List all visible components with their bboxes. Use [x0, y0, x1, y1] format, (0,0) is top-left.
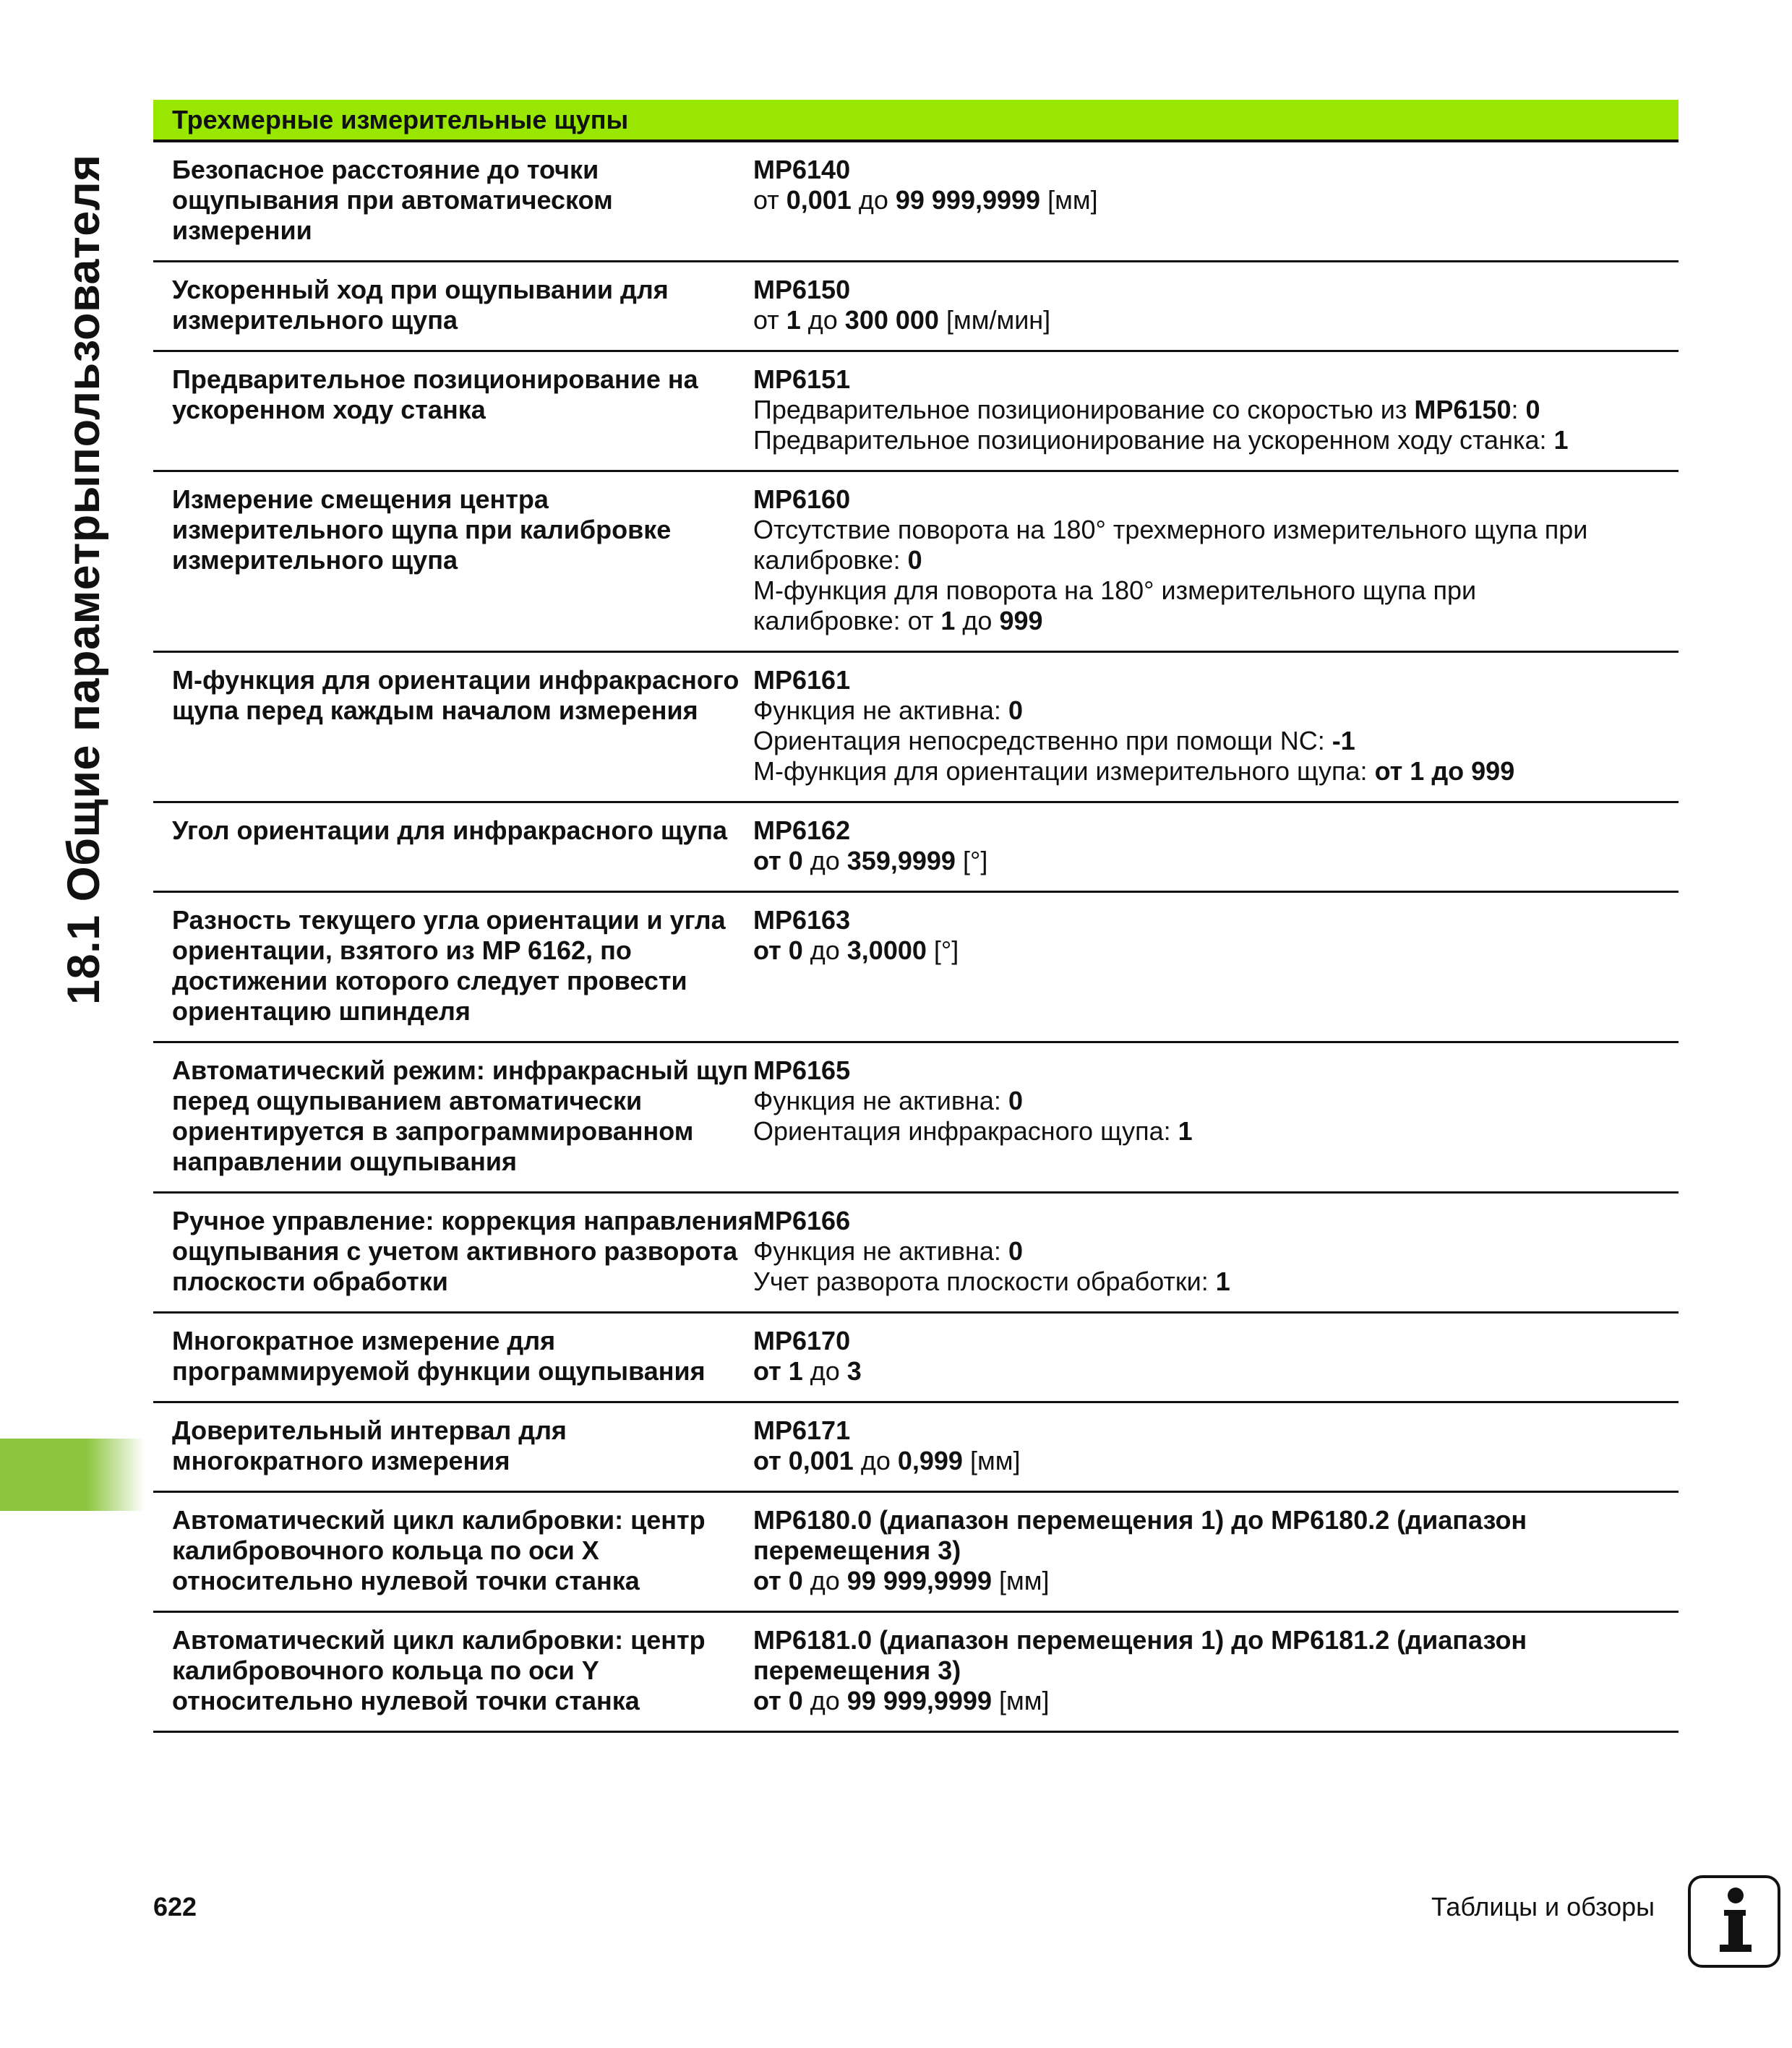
parameter-value-line — [753, 1686, 1679, 1716]
table-row — [153, 352, 1679, 472]
value-bold-segment: MP6163 — [753, 905, 851, 935]
value-bold-segment: от 0,001 — [753, 1446, 854, 1475]
value-text-segment: Функция не активна: — [753, 695, 1008, 725]
value-bold-segment: 1 — [1215, 1267, 1230, 1296]
parameter-values — [753, 1415, 1679, 1476]
parameter-value-line — [753, 515, 1679, 545]
value-bold-segment: 99 999,9999 — [895, 185, 1041, 215]
parameter-value-line — [753, 905, 1679, 935]
value-bold-segment: MP6181.0 (диапазон перемещения 1) до MP6181.2 (диапазон — [753, 1625, 1527, 1655]
parameter-description: Предварительное позиционирование на ускоренном ходу станка — [172, 364, 698, 424]
parameter-value-line — [753, 846, 1679, 876]
table-row — [153, 1403, 1679, 1493]
value-bold-segment: MP6151 — [753, 364, 851, 394]
parameter-values — [753, 1326, 1679, 1387]
value-text-segment: [мм] — [962, 1446, 1021, 1475]
value-bold-segment: перемещения 3) — [753, 1535, 961, 1565]
table-row — [153, 142, 1679, 262]
value-bold-segment: 0 — [907, 545, 922, 575]
value-text-segment: Предварительное позиционирование со скоростью из — [753, 395, 1415, 424]
parameter-value-line — [753, 395, 1679, 425]
value-text-segment: М-функция для поворота на 180° измерительного щупа при — [753, 575, 1477, 605]
value-bold-segment: MP6140 — [753, 155, 851, 184]
value-bold-segment: 3,0000 — [846, 935, 927, 965]
value-bold-segment: 300 000 — [844, 305, 939, 335]
value-bold-segment: 0,999 — [897, 1446, 963, 1475]
value-bold-segment: 99 999,9999 — [846, 1686, 992, 1715]
value-bold-segment: 0 — [1008, 695, 1023, 725]
value-bold-segment: 3 — [846, 1356, 862, 1386]
value-bold-segment: от 1 до 999 — [1374, 756, 1515, 786]
value-text-segment: до — [853, 1446, 898, 1475]
parameter-value-line — [753, 364, 1679, 395]
value-text-segment: : — [1511, 395, 1526, 424]
value-bold-segment: 1 — [1553, 425, 1569, 455]
value-text-segment: [мм/мин] — [938, 305, 1051, 335]
table-row — [153, 1043, 1679, 1194]
parameter-values — [753, 1505, 1679, 1596]
value-text-segment: [°] — [926, 935, 959, 965]
chapter-side-title: 18.1 Общие параметрыпользователя — [59, 154, 109, 1005]
parameter-description: Измерение смещения центра измерительного щупа при калибровке измерительного щупа — [172, 484, 672, 575]
value-text-segment: до — [802, 1356, 847, 1386]
value-text-segment: [мм] — [991, 1686, 1050, 1715]
parameter-description: Разность текущего угла ориентации и угла ориентации, взятого из MP 6162, по достижении которого следует провести ориентацию шпинделя — [172, 905, 726, 1026]
value-bold-segment: от 0 — [753, 1566, 803, 1595]
parameter-description: Безопасное расстояние до точки ощупывания при автоматическом измерении — [172, 155, 613, 245]
value-bold-segment: 0 — [1525, 395, 1540, 424]
parameter-description: М-функция для ориентации инфракрасного щупа перед каждым началом измерения — [172, 665, 739, 725]
value-text-segment: М-функция для ориентации измерительного щупа: — [753, 756, 1375, 786]
parameter-values — [753, 364, 1679, 455]
value-text-segment: до — [802, 935, 847, 965]
value-text-segment: до — [955, 606, 1000, 635]
value-text-segment: до — [802, 1566, 847, 1595]
value-bold-segment: 0,001 — [786, 185, 852, 215]
parameter-value-line — [753, 606, 1679, 636]
parameter-description: Угол ориентации для инфракрасного щупа — [172, 815, 728, 845]
value-bold-segment: MP6165 — [753, 1055, 851, 1085]
value-bold-segment: MP6170 — [753, 1326, 851, 1355]
parameter-value-line — [753, 756, 1679, 787]
parameter-value-line — [753, 575, 1679, 606]
parameter-value-line — [753, 305, 1679, 335]
value-text-segment: [мм] — [991, 1566, 1050, 1595]
value-text-segment: Отсутствие поворота на 180° трехмерного измерительного щупа при — [753, 515, 1588, 544]
value-text-segment: до — [802, 846, 847, 875]
info-icon[interactable] — [1688, 1875, 1780, 1968]
value-bold-segment: от 1 — [753, 1356, 803, 1386]
table-row — [153, 1613, 1679, 1733]
parameter-description: Доверительный интервал для многократного измерения — [172, 1415, 567, 1475]
table-row — [153, 1314, 1679, 1403]
parameter-values — [753, 815, 1679, 876]
parameter-values — [753, 275, 1679, 335]
value-bold-segment: -1 — [1332, 726, 1355, 755]
value-bold-segment: MP6160 — [753, 484, 851, 514]
parameter-value-line — [753, 665, 1679, 695]
value-bold-segment: MP6166 — [753, 1206, 851, 1235]
parameter-description: Автоматический цикл калибровки: центр калибровочного кольца по оси Y относительно нулевой точки станка — [172, 1625, 706, 1715]
value-text-segment: до — [800, 305, 845, 335]
parameter-value-line — [753, 1267, 1679, 1297]
value-text-segment: до — [851, 185, 896, 215]
value-text-segment: Учет разворота плоскости обработки: — [753, 1267, 1216, 1296]
parameter-description: Ручное управление: коррекция направления ощупывания с учетом активного разворота плоскости обработки — [172, 1206, 753, 1296]
page-number: 622 — [153, 1892, 197, 1921]
parameter-value-line — [753, 726, 1679, 756]
parameter-description: Автоматический цикл калибровки: центр калибровочного кольца по оси X относительно нулевой точки станка — [172, 1505, 706, 1595]
value-bold-segment: перемещения 3) — [753, 1655, 961, 1685]
parameter-description: Автоматический режим: инфракрасный щуп перед ощупыванием автоматически ориентируется в запрограммированном направлении ощупывания — [172, 1055, 749, 1176]
parameter-value-line — [753, 1116, 1679, 1147]
value-text-segment: Функция не активна: — [753, 1086, 1008, 1115]
value-bold-segment: MP6161 — [753, 665, 851, 695]
value-text-segment: Функция не активна: — [753, 1236, 1008, 1266]
parameter-value-line — [753, 484, 1679, 515]
value-bold-segment: 1 — [940, 606, 956, 635]
parameter-value-line — [753, 1055, 1679, 1086]
value-bold-segment: от 0 — [753, 846, 803, 875]
parameter-value-line — [753, 935, 1679, 966]
parameter-value-line — [753, 1206, 1679, 1236]
parameter-value-line — [753, 1655, 1679, 1686]
value-text-segment: Предварительное позиционирование на ускоренном ходу станка: — [753, 425, 1554, 455]
parameter-value-line — [753, 1446, 1679, 1476]
parameter-values — [753, 155, 1679, 246]
table-row — [153, 1493, 1679, 1613]
value-bold-segment: от 0 — [753, 1686, 803, 1715]
value-text-segment: калибровке: — [753, 545, 908, 575]
parameter-value-line — [753, 1326, 1679, 1356]
parameter-description: Многократное измерение для программируемой функции ощупывания — [172, 1326, 706, 1386]
parameter-value-line — [753, 1236, 1679, 1267]
parameter-values — [753, 1625, 1679, 1716]
value-bold-segment: 99 999,9999 — [846, 1566, 992, 1595]
table-row — [153, 262, 1679, 352]
value-bold-segment: MP6150 — [753, 275, 851, 304]
parameter-value-line — [753, 155, 1679, 185]
value-bold-segment: 1 — [1178, 1116, 1193, 1146]
value-bold-segment: MP6171 — [753, 1415, 851, 1445]
parameter-value-line — [753, 1625, 1679, 1655]
value-text-segment: калибровке: от — [753, 606, 941, 635]
value-bold-segment: 359,9999 — [846, 846, 956, 875]
parameter-value-line — [753, 275, 1679, 305]
value-text-segment: Ориентация инфракрасного щупа: — [753, 1116, 1178, 1146]
parameter-values — [753, 1055, 1679, 1177]
footer-section-title: Таблицы и обзоры — [1431, 1892, 1655, 1921]
value-bold-segment: 0 — [1008, 1236, 1023, 1266]
parameter-values — [753, 1206, 1679, 1297]
value-bold-segment: 1 — [786, 305, 801, 335]
table-row — [153, 893, 1679, 1043]
info-glyph-icon — [1705, 1885, 1763, 1958]
parameter-value-line — [753, 1415, 1679, 1446]
table-row — [153, 653, 1679, 803]
parameter-values — [753, 665, 1679, 787]
parameter-value-line — [753, 425, 1679, 455]
table-row — [153, 472, 1679, 653]
value-bold-segment: 0 — [1008, 1086, 1023, 1115]
value-text-segment: от — [753, 185, 786, 215]
parameter-value-line — [753, 185, 1679, 215]
value-text-segment: Ориентация непосредственно при помощи NC: — [753, 726, 1332, 755]
parameter-value-line — [753, 815, 1679, 846]
table-header-title: Трехмерные измерительные щупы — [172, 104, 629, 134]
parameter-description: Ускоренный ход при ощупывании для измерительного щупа — [172, 275, 669, 335]
parameter-value-line — [753, 545, 1679, 575]
parameter-value-line — [753, 695, 1679, 726]
parameter-value-line — [753, 1356, 1679, 1387]
parameter-values — [753, 905, 1679, 1027]
parameter-table — [153, 100, 1679, 1733]
value-bold-segment: MP6180.0 (диапазон перемещения 1) до MP6180.2 (диапазон — [753, 1505, 1527, 1535]
parameter-value-line — [753, 1566, 1679, 1596]
parameter-value-line — [753, 1086, 1679, 1116]
value-text-segment: до — [802, 1686, 847, 1715]
table-row — [153, 803, 1679, 893]
table-header — [153, 100, 1679, 142]
value-text-segment: [мм] — [1040, 185, 1098, 215]
chapter-tab-marker — [0, 1439, 145, 1511]
table-body — [153, 142, 1679, 1733]
parameter-values — [753, 484, 1679, 636]
parameter-value-line — [753, 1505, 1679, 1535]
parameter-value-line — [753, 1535, 1679, 1566]
value-text-segment: [°] — [955, 846, 988, 875]
table-row — [153, 1194, 1679, 1314]
value-bold-segment: 999 — [999, 606, 1043, 635]
value-bold-segment: от 0 — [753, 935, 803, 965]
value-text-segment: от — [753, 305, 786, 335]
value-bold-segment: MP6162 — [753, 815, 851, 845]
value-bold-segment: MP6150 — [1414, 395, 1512, 424]
